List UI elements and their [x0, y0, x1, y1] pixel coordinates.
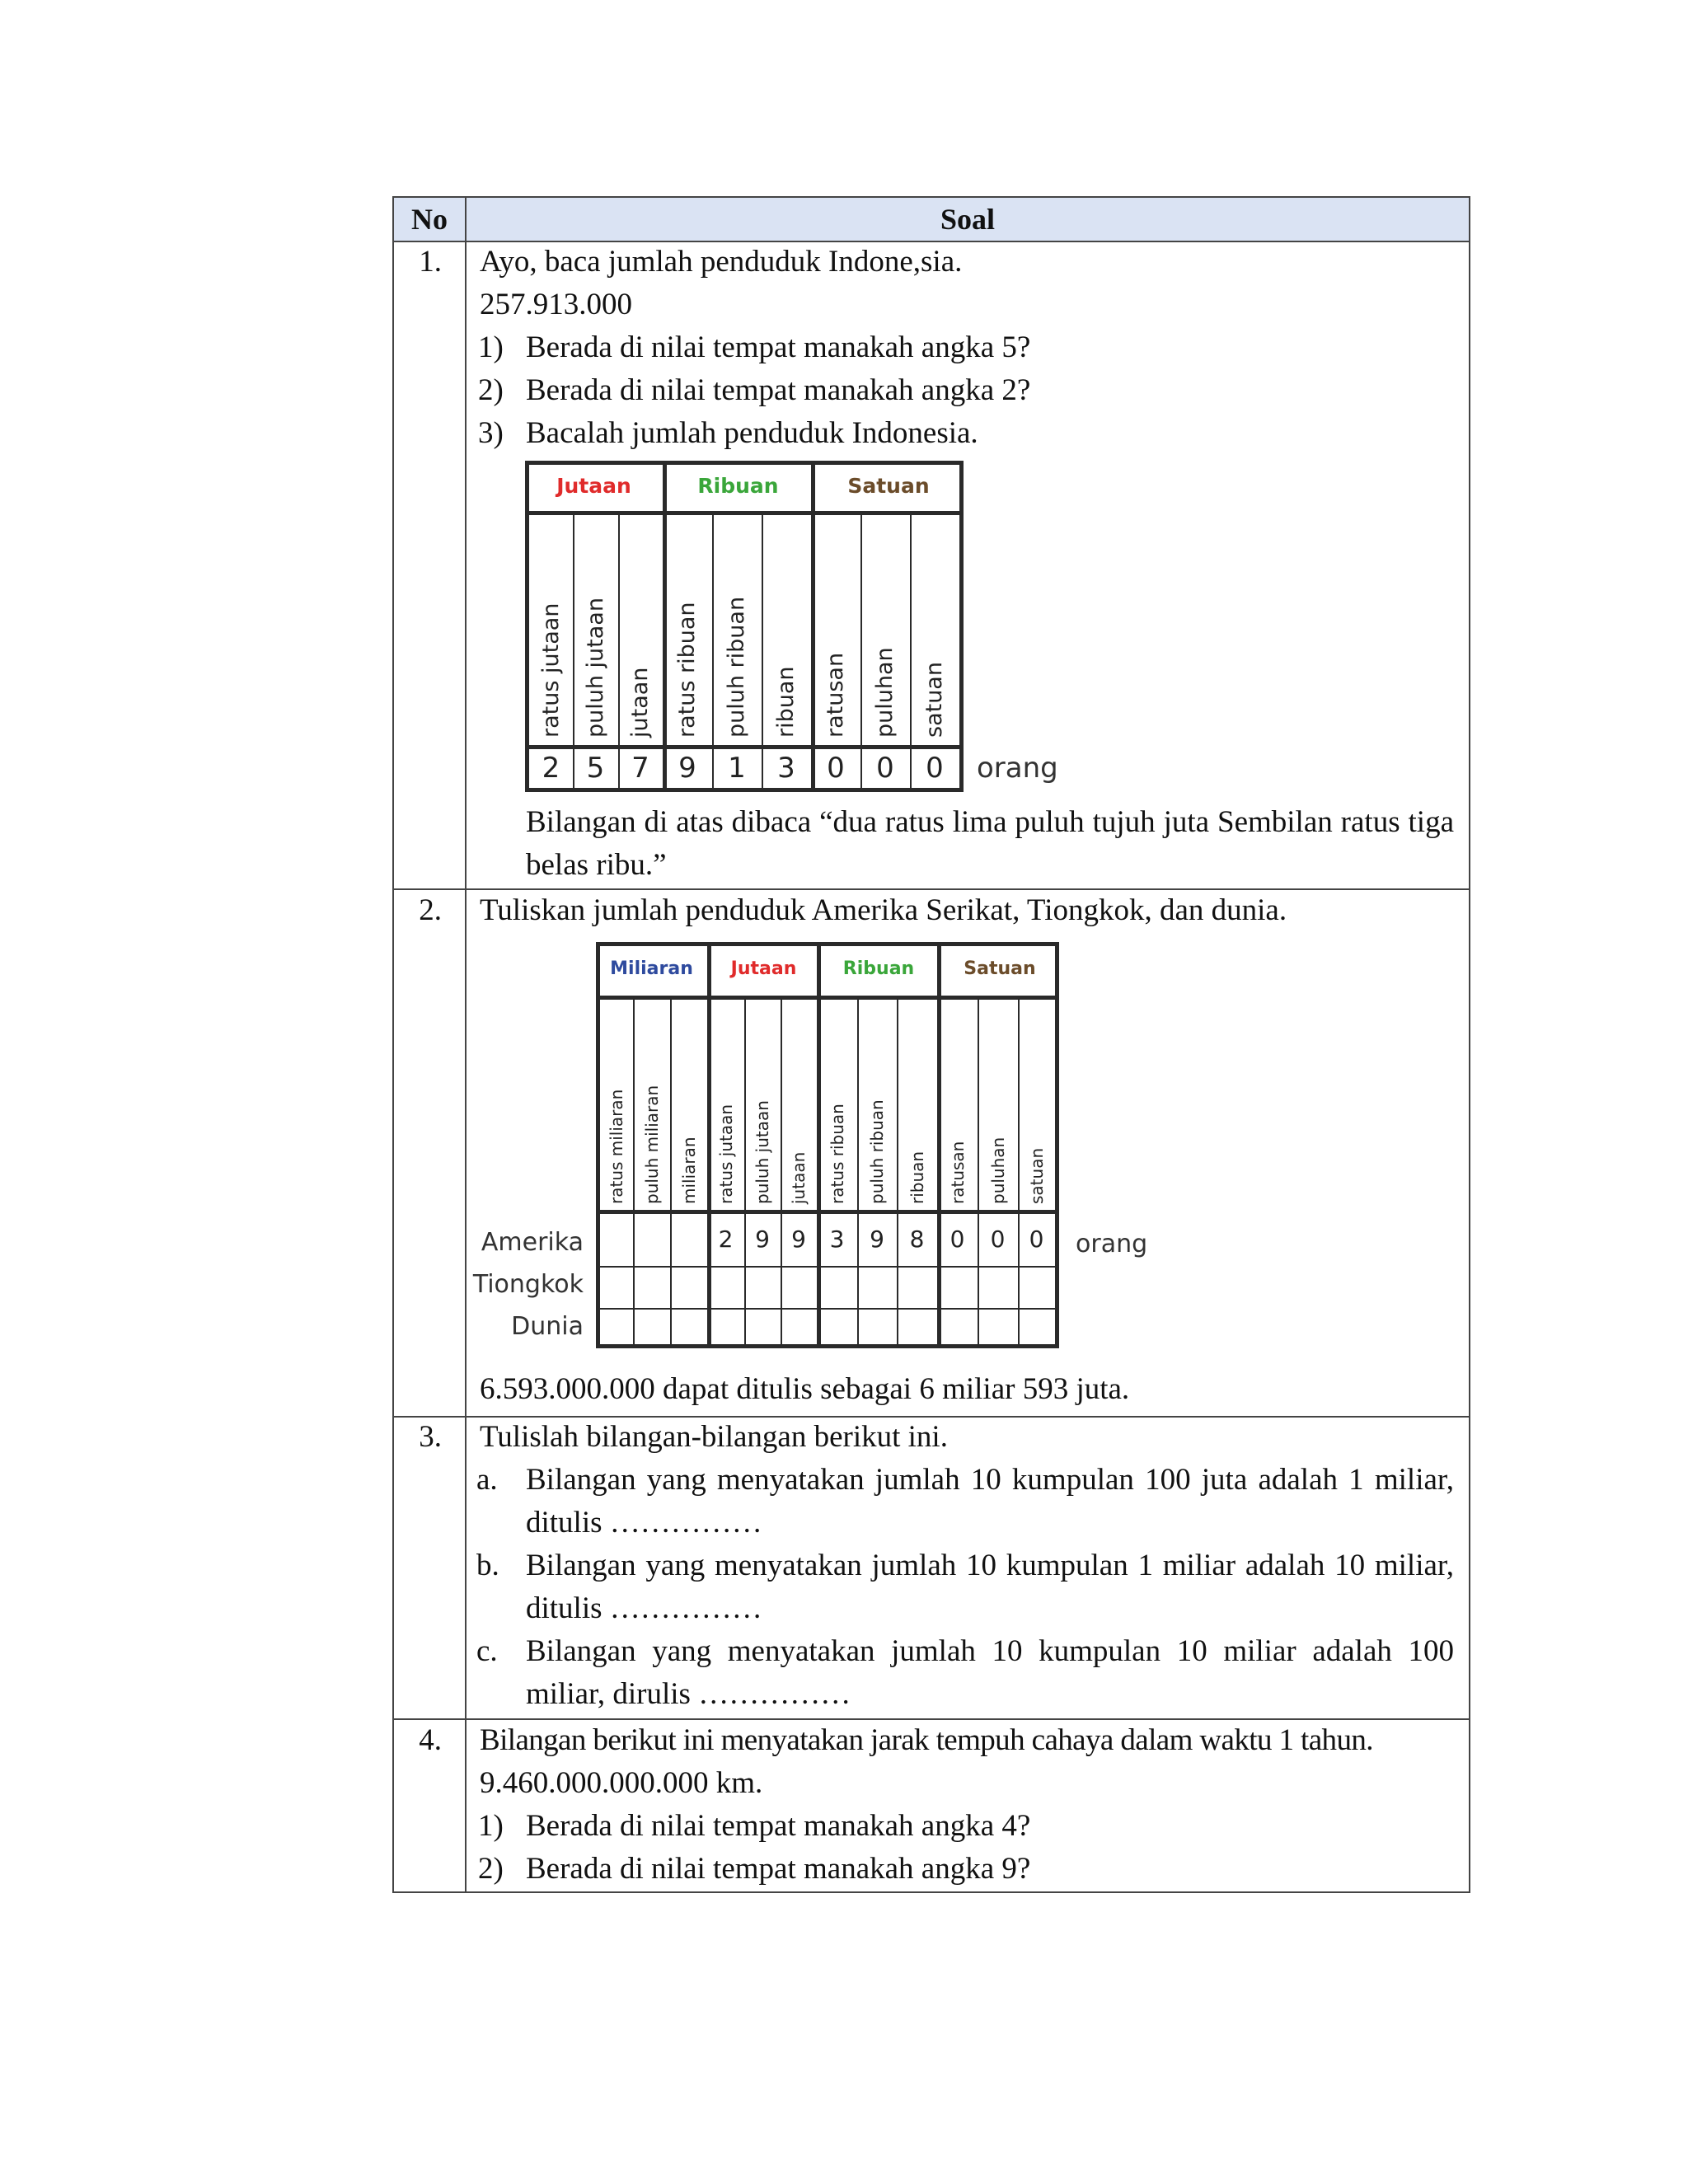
q3-item-a-marker: a.	[476, 1463, 498, 1497]
q1-digit-cell: 2	[542, 752, 560, 785]
q1-group-jutaan: Jutaan	[556, 474, 631, 498]
q2-digit-cell	[633, 1212, 670, 1266]
q2-intro: Tuliskan jumlah penduduk Amerika Serikat, Tiongkok, dan dunia.	[480, 893, 1287, 927]
q2-group-jutaan: Jutaan	[730, 958, 797, 979]
q2-digit-cell	[744, 1268, 781, 1308]
q3-item-c-marker: c.	[476, 1634, 498, 1668]
q2-digit-cell	[744, 1310, 781, 1348]
table-border-bottom	[392, 1891, 1470, 1893]
q2-digit-cell: 0	[1029, 1226, 1044, 1253]
q2-digit-cell: 0	[950, 1226, 965, 1253]
q2-digit-cell	[670, 1212, 707, 1266]
q1-item-3-text: Bacalah jumlah penduduk Indonesia.	[526, 416, 978, 450]
q2-group-satuan: Satuan	[964, 958, 1036, 979]
q2-digit-cell	[781, 1310, 817, 1348]
q1-column-header: ratus ribuan	[674, 602, 700, 738]
q1-reading: Bilangan di atas dibaca “dua ratus lima puluh tujuh juta Sembilan ratus tiga belas ribu.”	[526, 805, 1454, 882]
q1-place-value-table	[525, 461, 964, 792]
q1-group-line-1	[663, 461, 667, 792]
q1-column-header: puluh ribuan	[724, 596, 749, 738]
q1-value: 257.913.000	[480, 288, 632, 321]
q1-item-1-text: Berada di nilai tempat manakah angka 5?	[526, 330, 1031, 364]
q3-item-c-text: Bilangan yang menyatakan jumlah 10 kumpulan 10 miliar adalah 100 miliar, dirulis ……………	[526, 1634, 1454, 1711]
q1-intro: Ayo, baca jumlah penduduk Indone,sia.	[480, 245, 963, 279]
q1-column-header: ratusan	[823, 652, 848, 738]
table-border-left	[392, 196, 394, 1893]
q2-column-header: ratus jutaan	[715, 1104, 736, 1204]
q2-column-header: puluh jutaan	[753, 1100, 772, 1204]
q1-item-2-text: Berada di nilai tempat manakah angka 2?	[526, 373, 1031, 407]
q2-row-label-tiongkok: Tiongkok	[472, 1270, 584, 1299]
q2-digit-cell	[978, 1268, 1018, 1308]
q2-digit-cell: 9	[791, 1226, 806, 1253]
q2-note: 6.593.000.000 dapat ditulis sebagai 6 miliar 593 juta.	[480, 1372, 1130, 1406]
q2-digit-cell	[600, 1212, 633, 1266]
q3-item-b-text: Bilangan yang menyatakan jumlah 10 kumpulan 1 miliar adalah 10 miliar, ditulis ……………	[526, 1549, 1454, 1625]
q1-unit: orang	[977, 752, 1058, 785]
q1-digit-cell: 0	[827, 752, 845, 785]
q4-value: 9.460.000.000.000 km.	[480, 1766, 763, 1800]
q2-digit-cell	[707, 1310, 744, 1348]
q2-digit-cell: 2	[718, 1226, 734, 1253]
q4-number: 4.	[419, 1723, 442, 1757]
q2-group-ribuan: Ribuan	[842, 958, 915, 979]
q3-item-b-marker: b.	[476, 1549, 499, 1582]
q4-intro: Bilangan berikut ini menyatakan jarak tempuh cahaya dalam waktu 1 tahun.	[480, 1723, 1373, 1757]
q3-number: 3.	[419, 1420, 442, 1454]
q1-column-header: puluh jutaan	[582, 598, 608, 738]
q2-digit-cell	[857, 1268, 897, 1308]
q1-group-line-2	[811, 461, 815, 792]
q2-digit-cell	[600, 1268, 633, 1308]
q1-digit-cell: 1	[728, 752, 746, 785]
q1-digit-cell: 5	[586, 752, 605, 785]
q1-column-header: ratus jutaan	[537, 602, 564, 738]
q1-item-1-marker: 1)	[478, 330, 504, 364]
q3-intro: Tulislah bilangan-bilangan berikut ini.	[480, 1420, 948, 1454]
q1-digit-cell: 0	[926, 752, 944, 785]
q2-group-miliaran: Miliaran	[610, 958, 693, 979]
q2-column-header: puluh ribuan	[867, 1099, 887, 1204]
q2-column-header: puluh miliaran	[641, 1085, 662, 1204]
q2-digit-cell	[897, 1310, 937, 1348]
q2-number: 2.	[419, 893, 442, 927]
q1-number: 1.	[419, 245, 442, 279]
q2-digit-cell	[937, 1268, 978, 1308]
q4-item-1-text: Berada di nilai tempat manakah angka 4?	[526, 1809, 1031, 1843]
q2-digit-cell: 9	[755, 1226, 770, 1253]
q2-group-divider	[596, 996, 1059, 1000]
q1-digit-cell: 3	[777, 752, 795, 785]
q2-digit-cell	[633, 1310, 670, 1348]
q2-digit-cell: 8	[909, 1226, 925, 1253]
q2-digit-cell: 9	[870, 1226, 884, 1253]
q2-column-header: ratusan	[947, 1141, 968, 1204]
q1-group-satuan: Satuan	[847, 474, 930, 498]
q2-column-header: ratus miliaran	[607, 1089, 626, 1204]
q2-digit-cell	[1018, 1310, 1055, 1348]
q2-digit-cell	[978, 1310, 1018, 1348]
q2-digit-cell: 3	[829, 1226, 845, 1253]
q1-digit-cell: 7	[631, 752, 649, 785]
q2-column-header: ratus ribuan	[827, 1104, 847, 1204]
q3-item-a-text: Bilangan yang menyatakan jumlah 10 kumpulan 100 juta adalah 1 miliar, ditulis ……………	[526, 1463, 1454, 1540]
q2-place-value-table	[596, 942, 1059, 1348]
table-border-right	[1469, 196, 1470, 1893]
q1-item-3-marker: 3)	[478, 416, 504, 450]
q2-digit-cell	[781, 1268, 817, 1308]
header-soal: Soal	[940, 203, 996, 236]
q2-digit-cell	[817, 1268, 857, 1308]
q4-item-2-marker: 2)	[478, 1852, 504, 1886]
q2-column-header: jutaan	[789, 1151, 809, 1204]
q2-digit-cell	[670, 1268, 707, 1308]
q2-column-header: satuan	[1026, 1147, 1047, 1204]
q2-digit-cell	[857, 1310, 897, 1348]
q2-digit-cell	[707, 1268, 744, 1308]
q2-digit-cell	[633, 1268, 670, 1308]
q4-item-1-marker: 1)	[478, 1809, 504, 1843]
q1-group-ribuan: Ribuan	[697, 474, 779, 498]
q1-column-header: satuan	[921, 662, 947, 738]
q1-column-header: jutaan	[627, 667, 653, 738]
q1-column-header: puluhan	[872, 647, 898, 738]
q1-digit-cell: 0	[876, 752, 894, 785]
header-no: No	[411, 203, 448, 236]
q2-digit-cell	[937, 1310, 978, 1348]
q2-column-header: miliaran	[678, 1137, 699, 1204]
q1-column-header: ribuan	[773, 666, 799, 738]
q2-digit-cell	[817, 1310, 857, 1348]
q2-digit-cell	[600, 1310, 633, 1348]
q2-column-header: puluhan	[987, 1137, 1008, 1204]
q4-item-2-text: Berada di nilai tempat manakah angka 9?	[526, 1852, 1031, 1886]
q2-digit-cell	[897, 1268, 937, 1308]
q1-digit-cell: 9	[678, 752, 696, 785]
q2-unit: orang	[1076, 1230, 1148, 1258]
q2-column-header: ribuan	[907, 1151, 927, 1204]
q2-row-label-dunia: Dunia	[511, 1312, 584, 1341]
q2-digit-cell	[670, 1310, 707, 1348]
q2-row-label-amerika: Amerika	[481, 1228, 584, 1257]
q2-digit-cell	[1018, 1268, 1055, 1308]
table-column-divider	[465, 196, 467, 1893]
q1-item-2-marker: 2)	[478, 373, 504, 407]
q1-group-divider	[525, 511, 964, 515]
q2-digit-cell: 0	[990, 1226, 1006, 1253]
